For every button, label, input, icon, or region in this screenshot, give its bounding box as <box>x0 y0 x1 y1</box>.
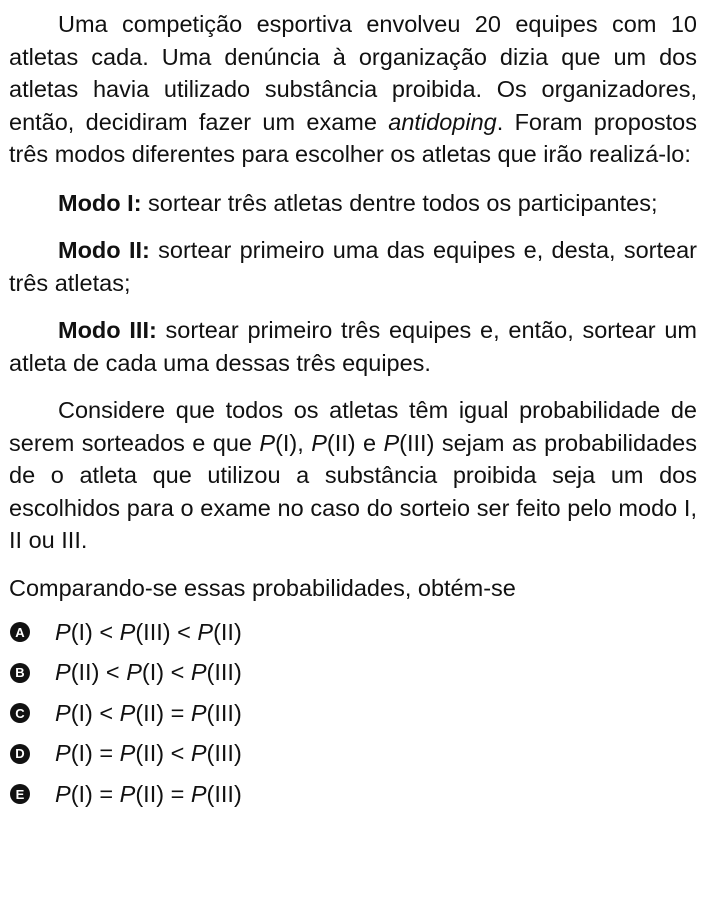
consider-text: Considere que todos os atletas têm igual probabilidade de serem sorteados e que <box>9 397 697 456</box>
prob-symbol: P <box>311 429 327 456</box>
mode-1-label: Modo I: <box>58 189 142 216</box>
option-b-letter-icon: B <box>10 663 30 683</box>
option-e[interactable] <box>9 774 697 815</box>
consider-text: (II) e <box>326 429 384 456</box>
option-d-letter-icon: D <box>10 744 30 764</box>
question-stem: Comparando-se essas probabilidades, obtém-se <box>9 574 516 601</box>
option-b-text: P(II) < P(I) < P(III) <box>55 659 242 686</box>
mode-1-text: sortear três atletas dentre todos os participantes; <box>141 189 658 216</box>
mode-3-paragraph <box>9 314 697 379</box>
mode-2-label: Modo II: <box>58 237 150 263</box>
consider-paragraph <box>9 394 697 557</box>
prob-symbol: P <box>259 429 276 456</box>
mode-2-text: sortear primeiro uma das equipes e, desta, sortear três atletas; <box>9 237 697 296</box>
intro-paragraph <box>9 8 697 171</box>
option-d[interactable] <box>9 734 697 775</box>
option-e-letter-icon: E <box>10 784 30 804</box>
antidoping-term: antidoping <box>388 108 497 135</box>
option-c[interactable] <box>9 693 697 734</box>
prob-symbol: P <box>383 429 400 456</box>
option-a-letter-icon: A <box>10 622 30 642</box>
option-a[interactable] <box>9 612 697 653</box>
option-b[interactable] <box>9 653 697 694</box>
consider-text: (I), <box>275 429 312 456</box>
mode-1-paragraph <box>9 187 697 220</box>
answer-options <box>9 612 697 815</box>
intro-text-end: . Foram propostos três modos diferentes para escolher os atletas que irão realizá-lo: <box>9 108 697 167</box>
option-d-text: P(I) = P(II) < P(III) <box>55 740 242 767</box>
option-c-text: P(I) < P(II) = P(III) <box>55 699 242 726</box>
consider-text-end: (III) sejam as probabilidades de o atleta que utilizou a substância proibida seja um dos escolhidos para o exame no caso do sorteio ser feito pelo modo I, II ou III. <box>9 429 697 553</box>
mode-3-label: Modo III: <box>58 317 157 343</box>
option-e-text: P(I) = P(II) = P(III) <box>55 780 242 807</box>
option-c-letter-icon: C <box>10 703 30 723</box>
option-a-text: P(I) < P(III) < P(II) <box>55 618 242 645</box>
mode-3-text: sortear primeiro três equipes e, então, sortear um atleta de cada uma dessas três equipes. <box>9 317 697 376</box>
intro-text: Uma competição esportiva envolveu 20 equipes com 10 atletas cada. Uma denúncia à organização dizia que um dos atletas havia utilizado substância proibida. Os organizadores, então, decidiram fazer um exame <box>9 11 697 135</box>
mode-2-paragraph <box>9 234 697 299</box>
